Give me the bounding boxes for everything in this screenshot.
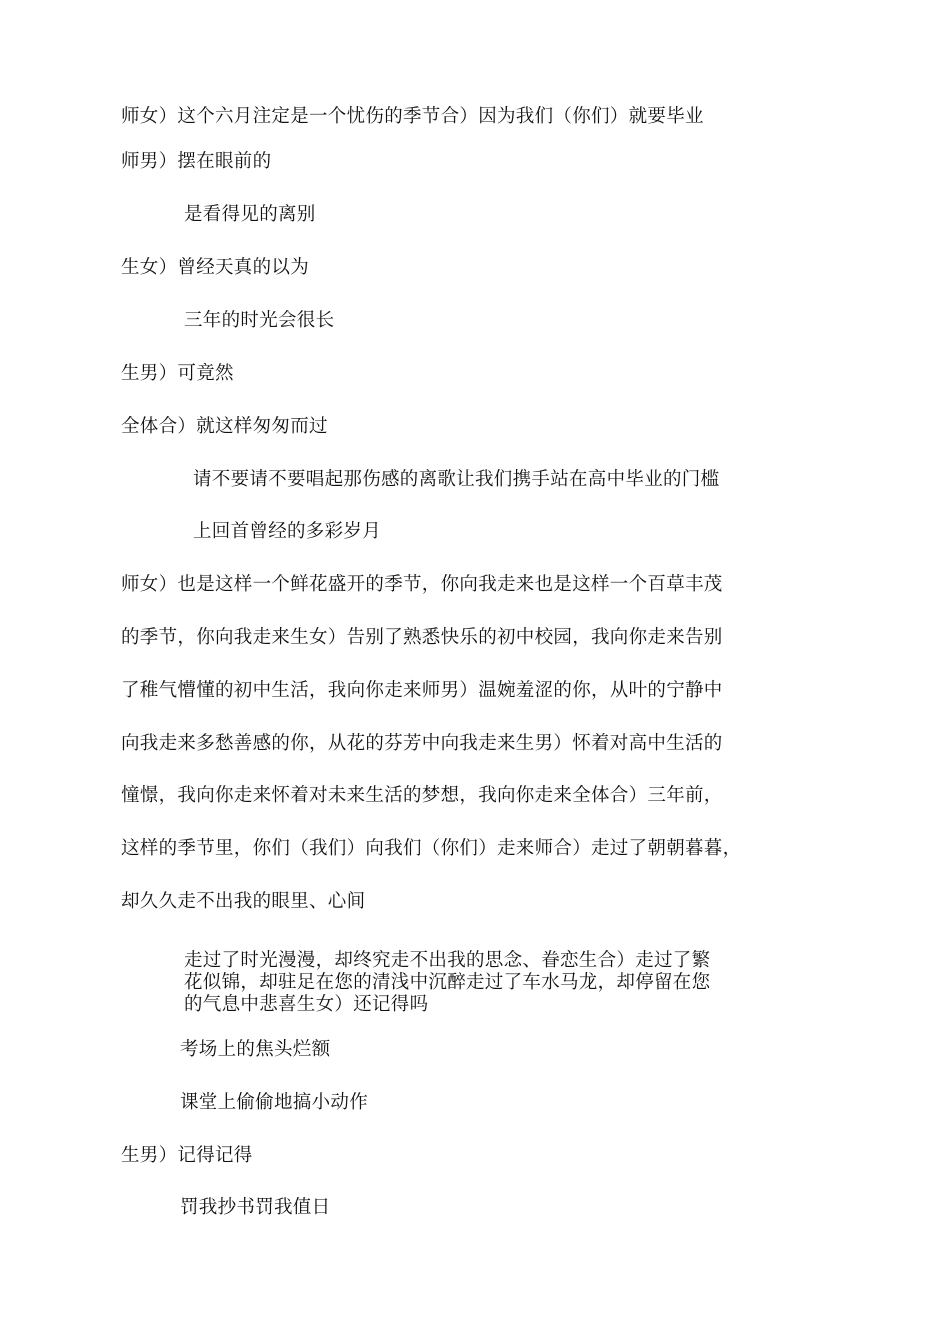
text-line: 师男）摆在眼前的 (121, 151, 272, 172)
text-line: 这样的季节里，你们（我们）向我们（你们）走来师合）走过了朝朝暮暮， (121, 838, 742, 859)
text-line: 师女）也是这样一个鲜花盛开的季节，你向我走来也是这样一个百草丰茂 (121, 574, 723, 595)
text-line: 向我走来多愁善感的你，从花的芬芳中向我走来生男）怀着对高中生活的 (121, 733, 723, 754)
text-line: 三年的时光会很长 (184, 310, 335, 331)
text-line: 课堂上偷偷地搞小动作 (180, 1092, 369, 1113)
paragraph-line: 走过了时光漫漫，却终究走不出我的思念、眷恋生合）走过了繁 (184, 950, 711, 971)
text-line: 憧憬，我向你走来怀着对未来生活的梦想，我向你走来全体合）三年前， (121, 785, 723, 806)
indented-paragraph (184, 950, 710, 1016)
paragraph-line: 花似锦，却驻足在您的清浅中沉醉走过了车水马龙，却停留在您 (184, 972, 711, 993)
text-line: 却久久走不出我的眼里、心间 (121, 891, 366, 912)
text-line: 考场上的焦头烂额 (180, 1039, 331, 1060)
text-line: 生女）曾经天真的以为 (121, 257, 310, 278)
text-line: 全体合）就这样匆匆而过 (121, 416, 328, 437)
text-line: 请不要请不要唱起那伤感的离歌让我们携手站在高中毕业的门槛 (193, 469, 720, 490)
text-line: 生男）可竟然 (121, 363, 234, 384)
paragraph-line: 的气息中悲喜生女）还记得吗 (184, 994, 429, 1015)
text-line: 生男）记得记得 (121, 1145, 253, 1166)
text-line: 了稚气懵懂的初中生活，我向你走来师男）温婉羞涩的你，从叶的宁静中 (121, 680, 723, 701)
text-line: 是看得见的离别 (184, 204, 316, 225)
text-line: 上回首曾经的多彩岁月 (193, 521, 382, 542)
text-line: 的季节，你向我走来生女）告别了熟悉快乐的初中校园，我向你走来告别 (121, 627, 723, 648)
text-line: 师女）这个六月注定是一个忧伤的季节合）因为我们（你们）就要毕业 (121, 106, 704, 127)
text-line: 罚我抄书罚我值日 (180, 1197, 331, 1218)
